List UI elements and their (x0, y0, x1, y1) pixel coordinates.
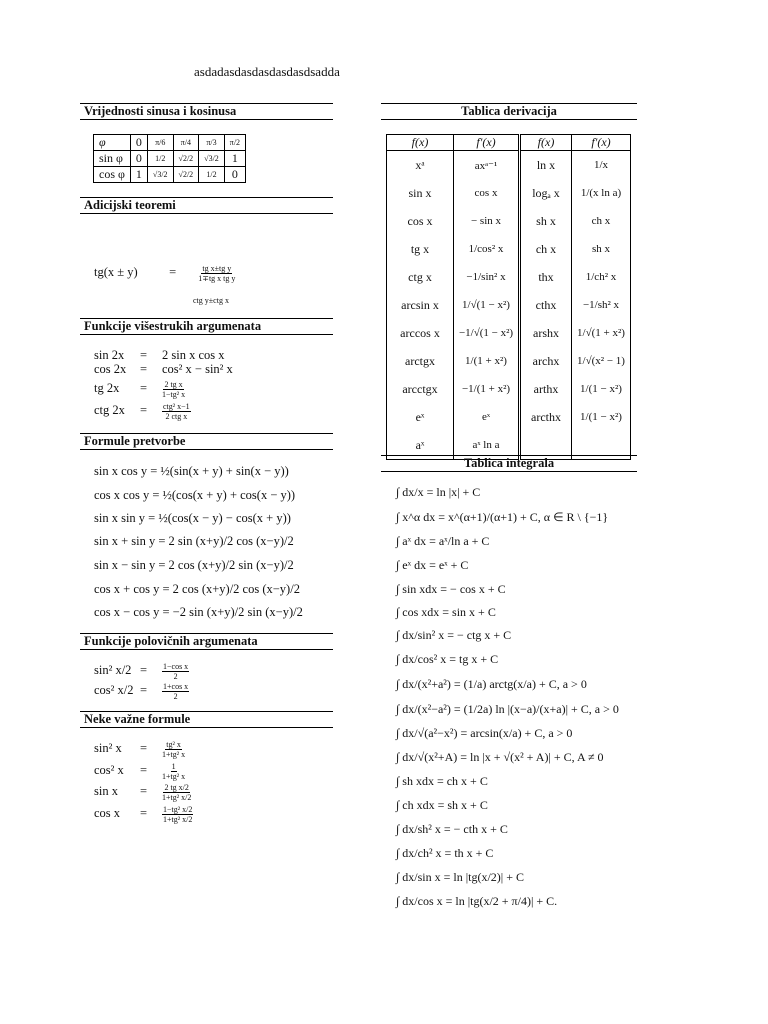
table-cell: arctgx (387, 347, 454, 375)
table-cell: xᵃ (387, 151, 454, 180)
table-cell: archx (520, 347, 572, 375)
integral-formula: ∫ dx/sh² x = − cth x + C (396, 822, 508, 836)
table-cell: ch x (520, 235, 572, 263)
table-cell: logₐ x (520, 179, 572, 207)
formula-half-cos: cos² x/2 = $\frac{\text{1+cos x}}{2}$ (94, 682, 189, 701)
section-integrals: Tablica integrala (381, 455, 637, 472)
table-cell: arcctgx (387, 375, 454, 403)
table-row (387, 375, 631, 403)
table-cell: √3/2 (147, 167, 173, 183)
derivative-table (386, 134, 631, 460)
column-header: f(x) (387, 135, 454, 151)
section-addition: Adicijski teoremi (80, 197, 333, 214)
table-cell: −1/sin² x (454, 263, 520, 291)
table-cell: eˣ (387, 403, 454, 431)
table-cell: cthx (520, 291, 572, 319)
table-cell: 1/2 (147, 151, 173, 167)
table-cell: cos φ (94, 167, 131, 183)
integral-formula: ∫ dx/sin x = ln |tg(x/2)| + C (396, 870, 524, 884)
integral-formula: ∫ dx/√(x²+A) = ln |x + √(x² + A)| + C, A ≠ 0 (396, 750, 604, 764)
table-cell: 1/(1 − x²) (572, 375, 631, 403)
formula-ctg-sum: ctg y±ctg x (193, 296, 229, 305)
table-cell: 1 (130, 167, 147, 183)
table-cell: π/3 (199, 135, 225, 151)
table-cell: 1/x (572, 151, 631, 180)
table-row (387, 207, 631, 235)
table-cell: thx (520, 263, 572, 291)
formula-conversion: cos x + cos y = 2 cos (x+y)/2 cos (x−y)/2 (94, 582, 300, 596)
table-row (387, 263, 631, 291)
table-cell: ln x (520, 151, 572, 180)
table-row (94, 167, 246, 183)
column-header: f′(x) (454, 135, 520, 151)
table-cell: − sin x (454, 207, 520, 235)
table-row (387, 179, 631, 207)
formula-conversion: sin x cos y = ½(sin(x + y) + sin(x − y)) (94, 464, 289, 478)
formula-important: cos² x = $\frac{1}{\text{1+tg² x}}$ (94, 762, 186, 781)
table-cell: eˣ (454, 403, 520, 431)
integral-formula: ∫ dx/x = ln |x| + C (396, 485, 481, 499)
table-cell: sin φ (94, 151, 131, 167)
table-cell: arcsin x (387, 291, 454, 319)
table-row (387, 291, 631, 319)
table-cell: −1/√(1 − x²) (454, 319, 520, 347)
table-cell: ctg x (387, 263, 454, 291)
table-cell: 1/ch² x (572, 263, 631, 291)
table-cell: 1/2 (199, 167, 225, 183)
section-half: Funkcije polovičnih argumenata (80, 633, 333, 650)
sin-cos-table (93, 134, 246, 183)
formula-important: sin x = $\frac{\text{2 tg x/2}}{\text{1+tg² x/2}}$ (94, 783, 192, 802)
table-cell: cos x (387, 207, 454, 235)
table-cell: arccos x (387, 319, 454, 347)
table-cell: cos x (454, 179, 520, 207)
formula-tg-sum: tg(x ± y) = $\frac{\text{tg x±tg y}}{\text{1∓tg x tg y}}$ (94, 264, 236, 283)
formula-important: sin² x = $\frac{\text{tg² x}}{\text{1+tg² x}}$ (94, 740, 186, 759)
table-cell: 0 (224, 167, 245, 183)
table-cell: arcthx (520, 403, 572, 431)
table-cell: 1/√(1 − x²) (454, 291, 520, 319)
table-cell: 0 (130, 135, 147, 151)
formula-cos2x: cos 2x = cos² x − sin² x (94, 362, 233, 376)
integral-formula: ∫ cos xdx = sin x + C (396, 605, 496, 619)
table-cell: ch x (572, 207, 631, 235)
table-cell: √2/2 (173, 167, 199, 183)
table-row (94, 135, 246, 151)
table-cell: φ (94, 135, 131, 151)
table-cell: 0 (130, 151, 147, 167)
integral-formula: ∫ eˣ dx = eˣ + C (396, 558, 469, 572)
table-row (387, 347, 631, 375)
section-derivatives: Tablica derivacija (381, 103, 637, 120)
integral-formula: ∫ dx/(x²−a²) = (1/2a) ln |(x−a)/(x+a)| + C, a > 0 (396, 702, 619, 716)
table-cell: tg x (387, 235, 454, 263)
table-row (387, 151, 631, 180)
integral-formula: ∫ sin xdx = − cos x + C (396, 582, 506, 596)
formula-important: cos x = $\frac{\text{1−tg² x/2}}{\text{1+tg² x/2}}$ (94, 805, 193, 824)
formula-sin2x: sin 2x = 2 sin x cos x (94, 348, 225, 362)
table-cell: 1/(1 + x²) (454, 347, 520, 375)
table-cell: sin x (387, 179, 454, 207)
table-row (387, 235, 631, 263)
table-cell: 1/√(1 + x²) (572, 319, 631, 347)
integral-formula: ∫ dx/cos² x = tg x + C (396, 652, 499, 666)
table-cell: −1/sh² x (572, 291, 631, 319)
formula-conversion: cos x cos y = ½(cos(x + y) + cos(x − y)) (94, 488, 296, 502)
section-conversion: Formule pretvorbe (80, 433, 333, 450)
table-cell: π/4 (173, 135, 199, 151)
table-cell: 1/√(x² − 1) (572, 347, 631, 375)
table-row (94, 151, 246, 167)
table-header-row (387, 135, 631, 151)
integral-formula: ∫ dx/sin² x = − ctg x + C (396, 628, 512, 642)
integral-formula: ∫ dx/√(a²−x²) = arcsin(x/a) + C, a > 0 (396, 726, 573, 740)
table-row (387, 319, 631, 347)
integral-formula: ∫ sh xdx = ch x + C (396, 774, 488, 788)
table-cell: 1/(1 − x²) (572, 403, 631, 431)
formula-conversion: sin x sin y = ½(cos(x − y) − cos(x + y)) (94, 511, 291, 525)
table-cell: −1/(1 + x²) (454, 375, 520, 403)
integral-formula: ∫ dx/ch² x = th x + C (396, 846, 494, 860)
formula-tg2x: tg 2x = $\frac{\text{2 tg x}}{\text{1−tg² x}}$ (94, 380, 186, 399)
table-cell: aˣ (387, 431, 454, 460)
formula-conversion: cos x − cos y = −2 sin (x+y)/2 sin (x−y)/2 (94, 605, 303, 619)
table-cell: π/6 (147, 135, 173, 151)
table-cell: 1 (224, 151, 245, 167)
formula-ctg2x: ctg 2x = $\frac{\text{ctg² x−1}}{\text{2 ctg x}}$ (94, 402, 190, 421)
table-cell: √2/2 (173, 151, 199, 167)
formula-half-sin: sin² x/2 = $\frac{\text{1−cos x}}{2}$ (94, 662, 189, 681)
column-header: f′(x) (572, 135, 631, 151)
table-row (387, 403, 631, 431)
integral-formula: ∫ aˣ dx = aˣ/ln a + C (396, 534, 490, 548)
table-cell: arthx (520, 375, 572, 403)
table-cell: π/2 (224, 135, 245, 151)
table-cell: sh x (520, 207, 572, 235)
section-important: Neke važne formule (80, 711, 333, 728)
table-cell: arshx (520, 319, 572, 347)
table-cell: √3/2 (199, 151, 225, 167)
table-cell: aˣ ln a (454, 431, 520, 460)
section-sin-cos: Vrijednosti sinusa i kosinusa (80, 103, 333, 120)
formula-conversion: sin x + sin y = 2 sin (x+y)/2 cos (x−y)/2 (94, 534, 294, 548)
formula-conversion: sin x − sin y = 2 cos (x+y)/2 sin (x−y)/2 (94, 558, 294, 572)
integral-formula: ∫ ch xdx = sh x + C (396, 798, 488, 812)
integral-formula: ∫ dx/(x²+a²) = (1/a) arctg(x/a) + C, a > 0 (396, 677, 587, 691)
table-cell: 1/(x ln a) (572, 179, 631, 207)
column-header: f(x) (520, 135, 572, 151)
integral-formula: ∫ dx/cos x = ln |tg(x/2 + π/4)| + C. (396, 894, 558, 908)
table-cell: sh x (572, 235, 631, 263)
page-title: asdadasdasdasdasdasdsadda (194, 64, 340, 79)
integral-formula: ∫ x^α dx = x^(α+1)/(α+1) + C, α ∈ R \ {−1} (396, 510, 609, 524)
table-cell: 1/cos² x (454, 235, 520, 263)
table-cell: axᵃ⁻¹ (454, 151, 520, 180)
section-multiple: Funkcije višestrukih argumenata (80, 318, 333, 335)
